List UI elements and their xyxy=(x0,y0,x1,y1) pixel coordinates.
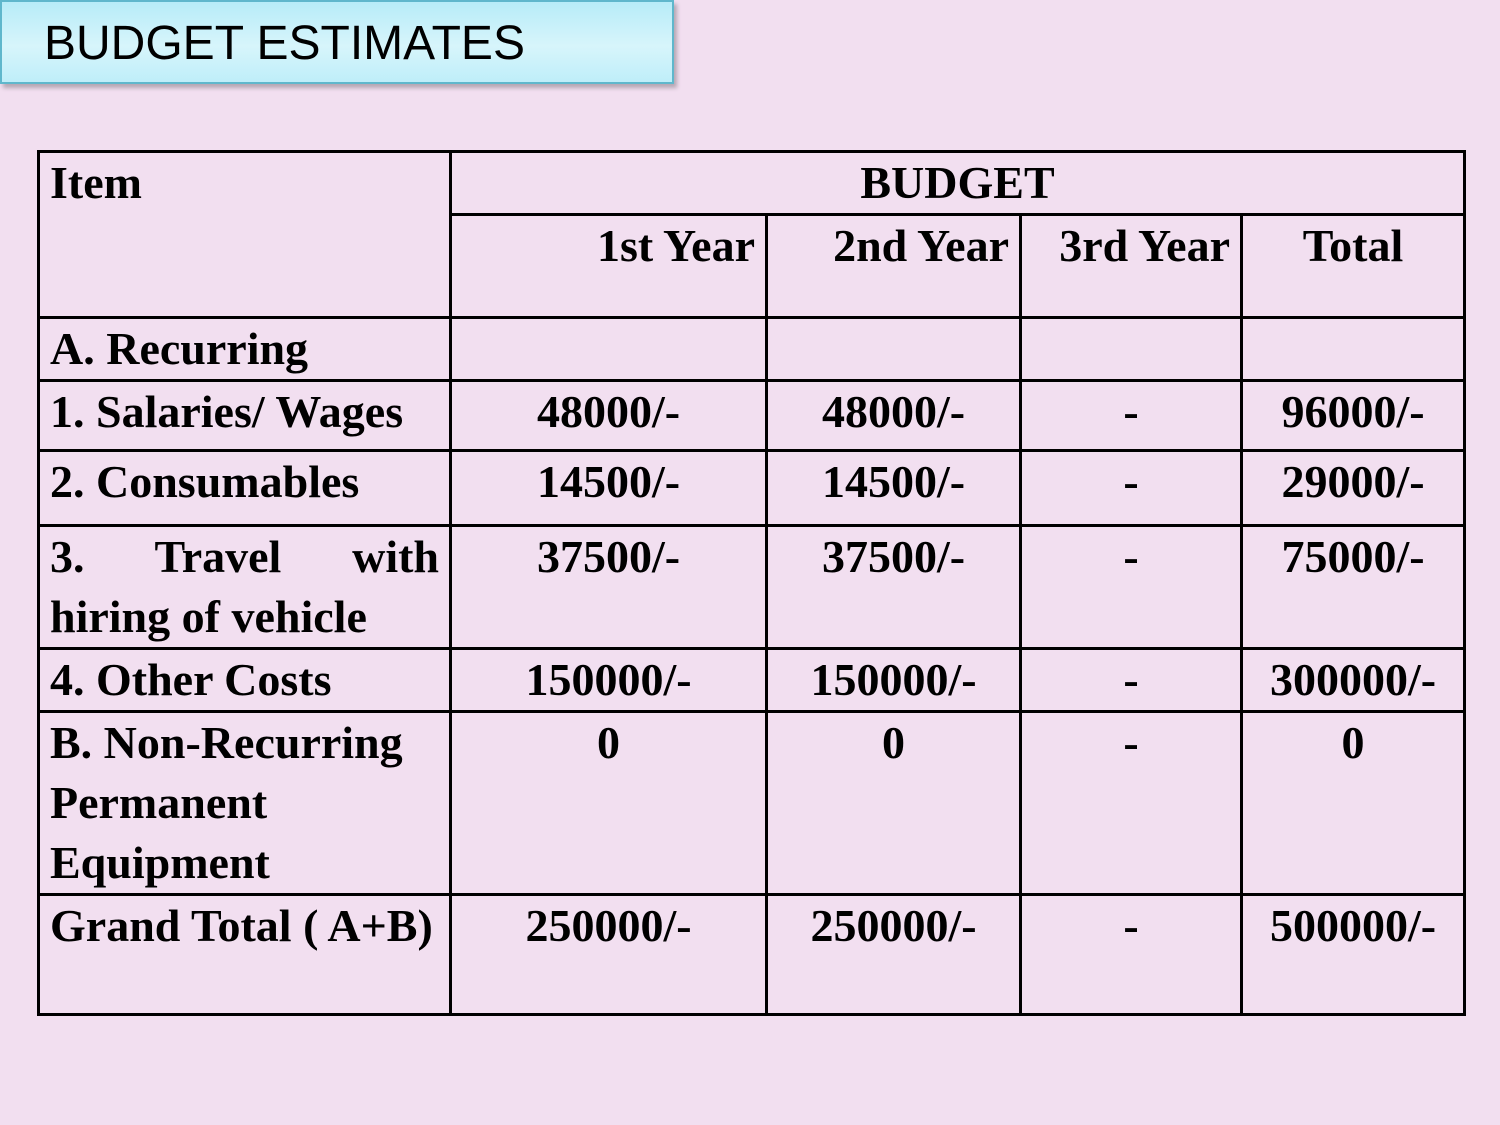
row-item: A. Recurring xyxy=(39,318,451,381)
row-y3: - xyxy=(1021,526,1242,649)
title-banner xyxy=(0,0,674,84)
row-item: 3. Travel with hiring of vehicle xyxy=(39,526,451,649)
grand-total-row xyxy=(39,895,1465,1015)
row-y1: 37500/- xyxy=(451,526,767,649)
header-row-top xyxy=(39,152,1465,215)
row-y3: - xyxy=(1021,381,1242,451)
table-row xyxy=(39,649,1465,712)
row-item: Grand Total ( A+B) xyxy=(39,895,451,1015)
table-row xyxy=(39,381,1465,451)
row-y1: 14500/- xyxy=(451,451,767,526)
budget-header: BUDGET xyxy=(860,157,1055,208)
row-total: 0 xyxy=(1242,712,1465,895)
row-y1: 250000/- xyxy=(451,895,767,1015)
row-total: 500000/- xyxy=(1242,895,1465,1015)
year-header-3: 3rd Year xyxy=(1021,215,1242,318)
row-y2: 0 xyxy=(767,712,1021,895)
item-header-cell xyxy=(39,152,451,318)
row-y2 xyxy=(767,318,1021,381)
row-y2: 14500/- xyxy=(767,451,1021,526)
row-total xyxy=(1242,318,1465,381)
year-header-2: 2nd Year xyxy=(767,215,1021,318)
row-y3: - xyxy=(1021,895,1242,1015)
row-item: B. Non-Recurring Permanent Equipment xyxy=(39,712,451,895)
row-total: 75000/- xyxy=(1242,526,1465,649)
row-y1 xyxy=(451,318,767,381)
year-header-total: Total xyxy=(1242,215,1465,318)
table-row xyxy=(39,451,1465,526)
year-header-1: 1st Year xyxy=(451,215,767,318)
item-header: Item xyxy=(50,157,142,208)
row-y3: - xyxy=(1021,712,1242,895)
budget-table xyxy=(37,150,1466,1016)
row-y2: 250000/- xyxy=(767,895,1021,1015)
table-row xyxy=(39,712,1465,895)
row-item: 4. Other Costs xyxy=(39,649,451,712)
page-title: BUDGET ESTIMATES xyxy=(44,17,525,70)
row-total: 29000/- xyxy=(1242,451,1465,526)
row-y1: 48000/- xyxy=(451,381,767,451)
budget-header-cell xyxy=(451,152,1465,215)
row-y2: 48000/- xyxy=(767,381,1021,451)
row-y3: - xyxy=(1021,649,1242,712)
table-row xyxy=(39,318,1465,381)
row-total: 96000/- xyxy=(1242,381,1465,451)
row-y2: 37500/- xyxy=(767,526,1021,649)
row-y1: 0 xyxy=(451,712,767,895)
row-item: 1. Salaries/ Wages xyxy=(39,381,451,451)
row-y1: 150000/- xyxy=(451,649,767,712)
row-total: 300000/- xyxy=(1242,649,1465,712)
table-row xyxy=(39,526,1465,649)
row-y3: - xyxy=(1021,451,1242,526)
row-y2: 150000/- xyxy=(767,649,1021,712)
row-item: 2. Consumables xyxy=(39,451,451,526)
row-y3 xyxy=(1021,318,1242,381)
